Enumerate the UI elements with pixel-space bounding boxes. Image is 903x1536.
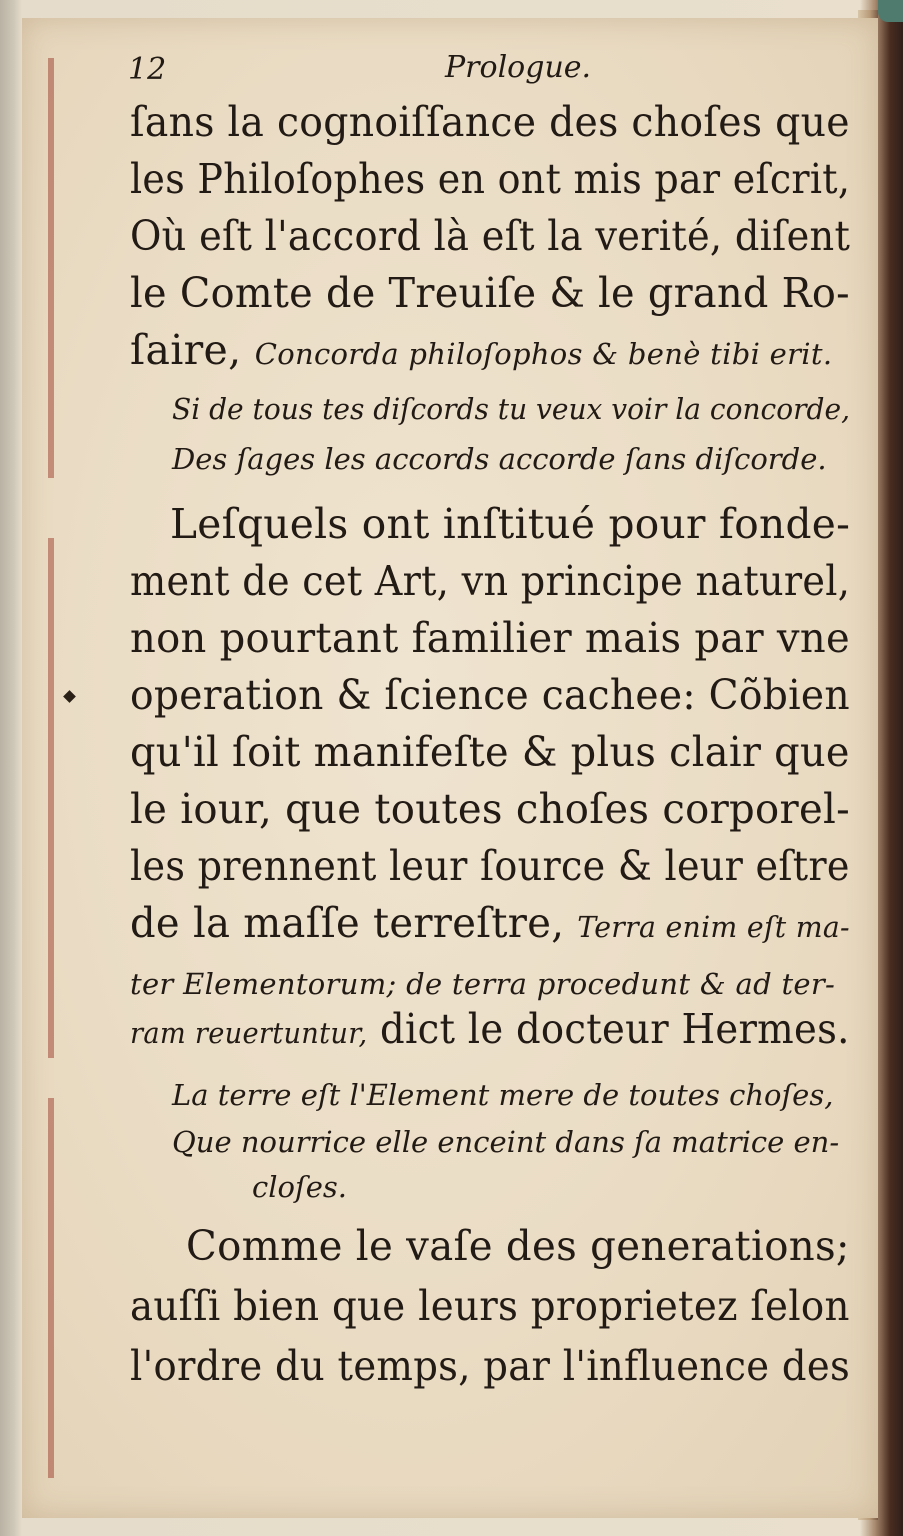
text-roman: de la maſſe terreſtre, xyxy=(130,899,578,947)
latin-quote: ram reuertuntur, xyxy=(130,1016,368,1050)
verse-line: Si de tous tes diſcords tu veux voir la concorde, xyxy=(172,392,851,426)
verse-line: Que nourrice elle enceint dans ſa matrice en- xyxy=(172,1125,840,1159)
text-line: les prennent leur ſource & leur eſtre xyxy=(130,842,850,890)
text-line: auſſi bien que leurs proprietez ſelon xyxy=(130,1282,850,1330)
text-line: ment de cet Art, vn principe naturel, xyxy=(130,557,851,605)
page-edge-stain xyxy=(48,58,54,478)
text-roman: dict le docteur Hermes. xyxy=(367,1005,850,1053)
latin-quote: Terra enim eſt ma- xyxy=(577,910,850,944)
text-line xyxy=(130,1005,850,1053)
text-line: l'ordre du temps, par l'influence des xyxy=(130,1342,851,1390)
page-number: 12 xyxy=(128,52,167,87)
text-line: le iour, que toutes choſes corporel- xyxy=(130,785,851,833)
text-line xyxy=(130,899,850,947)
text-line: le Comte de Treuiſe & le grand Ro- xyxy=(130,269,850,317)
text-line: qu'il ſoit manifeſte & plus clair que xyxy=(130,728,850,776)
text-line: operation & ſcience cachee: Cõbien xyxy=(130,671,850,719)
bookmark-tab xyxy=(878,0,903,22)
page-edge-stain xyxy=(48,1098,54,1478)
text-line: Où eſt l'accord là eſt la verité, diſent xyxy=(130,212,851,260)
text-line xyxy=(130,956,835,1004)
text-line xyxy=(130,326,832,374)
latin-quote: Concorda philoſophos & benè tibi erit. xyxy=(254,337,833,371)
latin-quote: ter Elementorum; de terra procedunt & ad ter- xyxy=(130,967,836,1001)
text-line: non pourtant familier mais par vne xyxy=(130,614,850,662)
verse-line: Des ſages les accords accorde ſans diſcorde. xyxy=(172,442,827,476)
verse-line: La terre eſt l'Element mere de toutes choſes, xyxy=(172,1078,834,1112)
text-roman: ſaire, xyxy=(130,326,255,374)
text-line: Comme le vaſe des generations; xyxy=(186,1222,850,1270)
text-line: Leſquels ont inſtitué pour fonde- xyxy=(170,500,851,548)
page-edge-stain xyxy=(48,538,54,1058)
text-line: ſans la cognoiſſance des choſes que xyxy=(130,98,850,146)
text-line: les Philoſophes en ont mis par eſcrit, xyxy=(130,155,851,203)
verse-line: cloſes. xyxy=(252,1170,347,1204)
running-title: Prologue. xyxy=(445,50,592,85)
